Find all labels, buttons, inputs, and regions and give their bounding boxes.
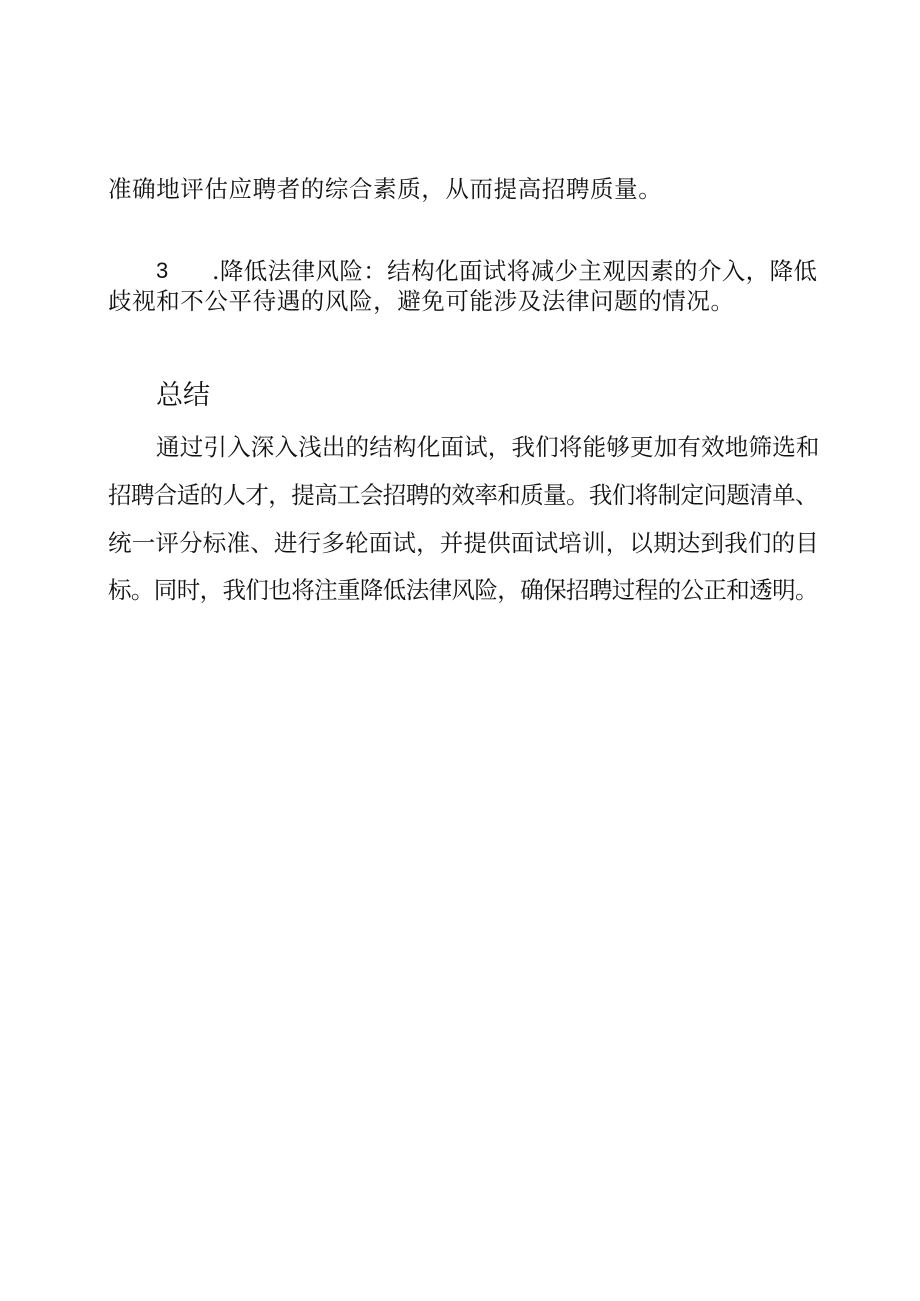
summary-line: 招聘合适的人才，提高工会招聘的效率和质量。我们将制定问题清单、: [108, 481, 818, 509]
section-heading-summary: 总结: [156, 380, 210, 411]
paragraph-line-intro: 准确地评估应聘者的综合素质，从而提高招聘质量。: [108, 175, 663, 203]
summary-line: 统一评分标准、进行多轮面试，并提供面试培训，以期达到我们的目: [108, 529, 819, 557]
summary-line: 通过引入深入浅出的结构化面试，我们将能够更加有效地筛选和: [156, 433, 820, 461]
item-text-line-2: 歧视和不公平待遇的风险，避免可能涉及法律问题的情况。: [108, 287, 735, 315]
numbered-item-3: [108, 256, 820, 286]
item-number: 3: [156, 258, 169, 283]
item-text-line-1: .降低法律风险：结构化面试将减少主观因素的介入，降低: [212, 257, 818, 285]
summary-line: 标。同时，我们也将注重降低法律风险，确保招聘过程的公正和透明。: [108, 576, 818, 604]
